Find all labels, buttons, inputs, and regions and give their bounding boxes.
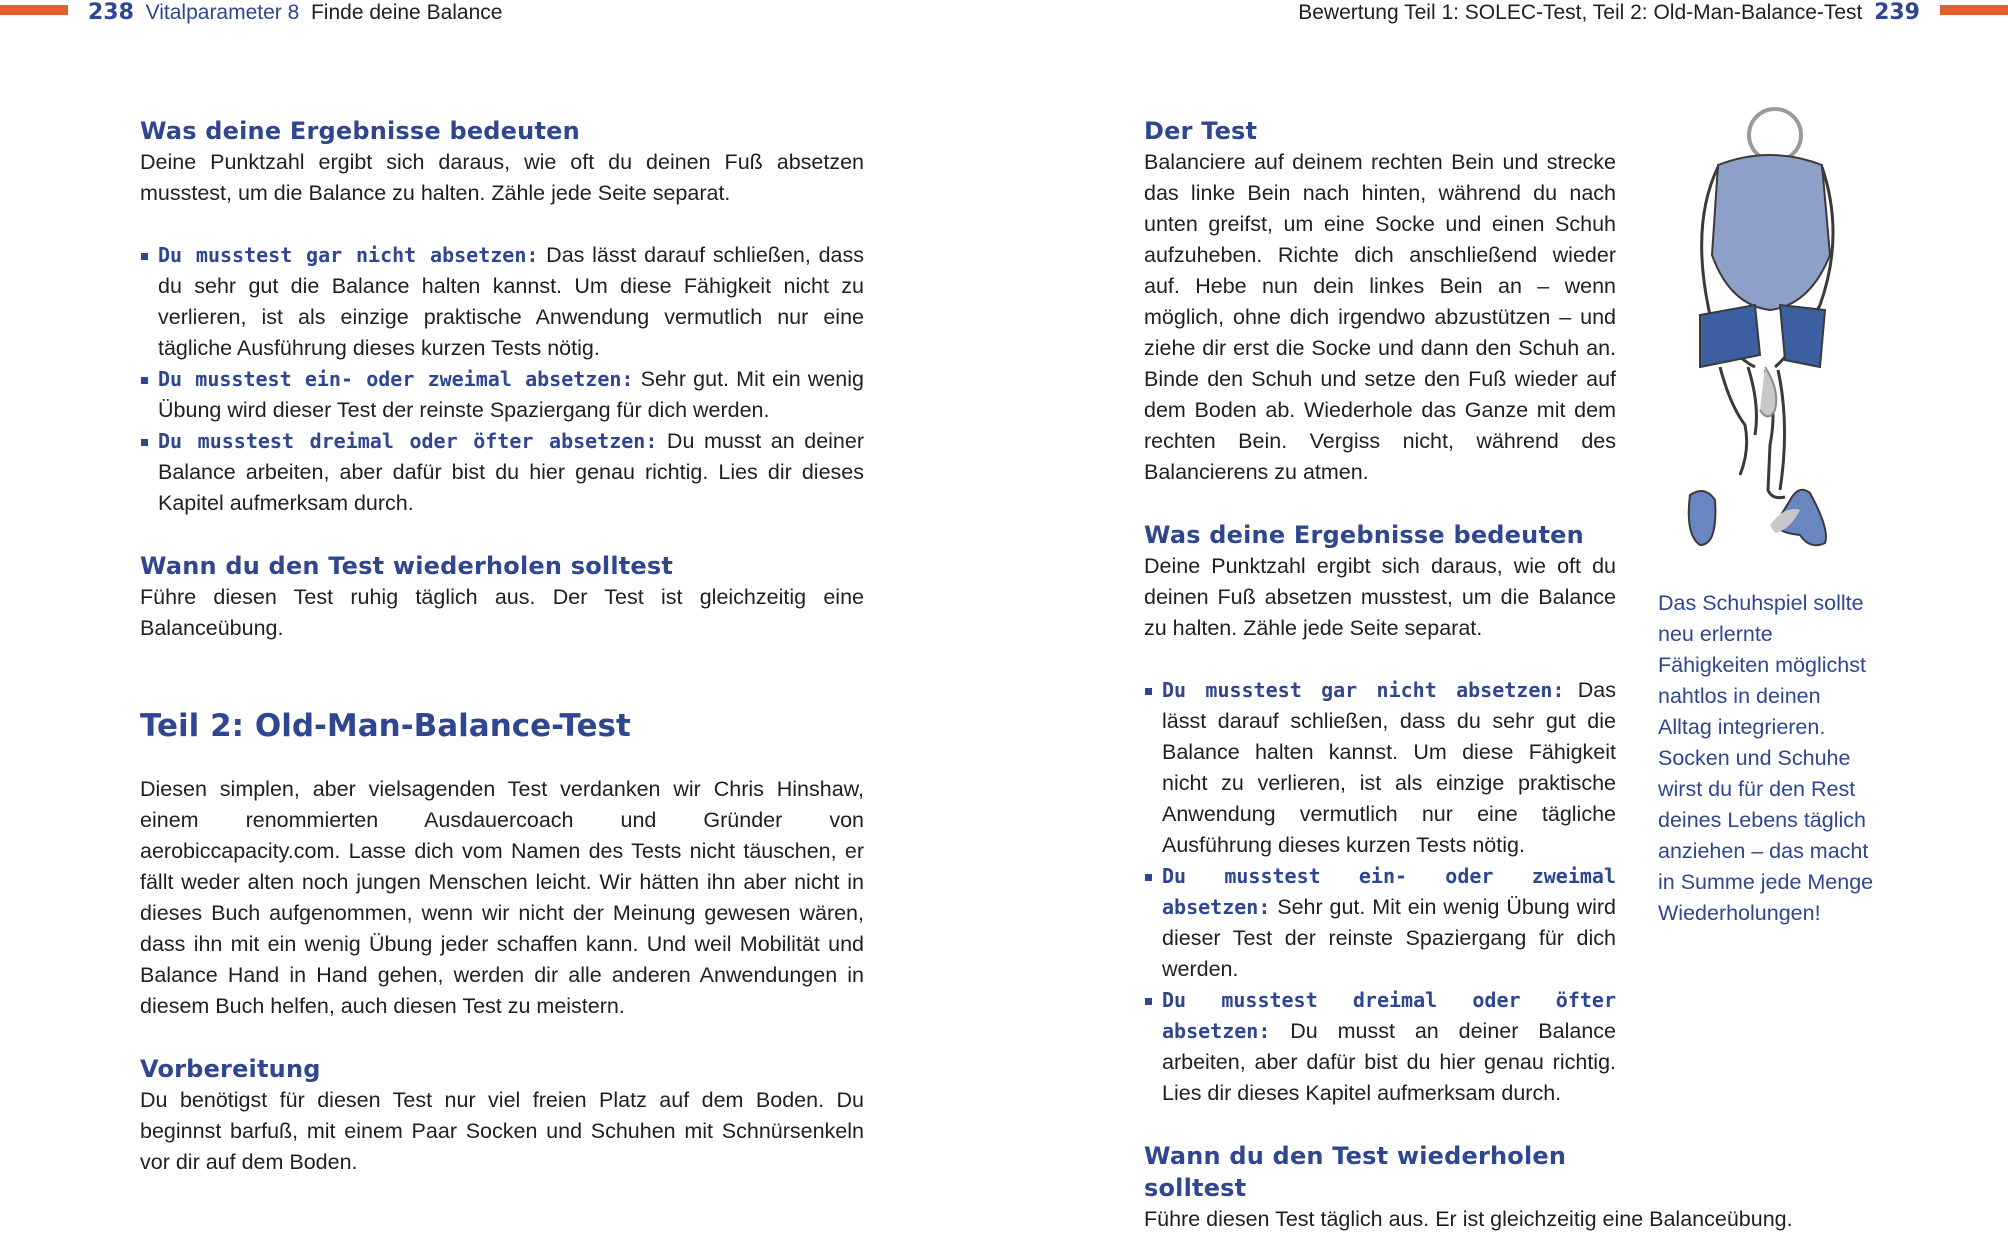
shoe-left-icon xyxy=(1689,491,1716,545)
repeat-text-right: Führe diesen Test täglich aus. Er ist gleichzeitig eine Balanceübung. xyxy=(1144,1207,1793,1231)
repeat-heading-left: Wann du den Test wiederholen solltest xyxy=(140,552,674,580)
orange-accent-bar-left xyxy=(0,5,68,15)
part2-heading: Teil 2: Old-Man-Balance-Test xyxy=(140,708,631,744)
list-item xyxy=(140,240,864,364)
list-item-lead: Du musstest dreimal oder öfter absetzen: xyxy=(1162,988,1616,1043)
figure-sock xyxy=(1760,367,1776,417)
balance-figure-illustration xyxy=(1660,105,1870,565)
results-list-left xyxy=(140,240,864,519)
results-intro-right: Deine Punktzahl ergibt sich daraus, wie oft du deinen Fuß absetzen musstest, um die Balance zu halten. Zähle jede Seite separat. xyxy=(1144,554,1616,640)
page-number-left: 238 xyxy=(88,0,134,25)
test-heading: Der Test xyxy=(1144,117,1258,145)
left-page-column xyxy=(140,115,864,1178)
figure-shirt xyxy=(1712,155,1830,310)
repeat-text-left: Führe diesen Test ruhig täglich aus. Der Test ist gleichzeitig eine Balanceübung. xyxy=(140,585,864,640)
part2-text: Diesen simplen, aber vielsagenden Test verdanken wir Chris Hinshaw, einem renommierten Ausdauercoach und Gründer von aerobiccapacity.com. Lasse dich vom Namen des Tests nicht täuschen, er fällt weder alten noch jungen Menschen leicht. Wir hätten ihn aber nicht in dieses Buch aufgenommen, wenn wir nicht der Meinung gewesen wären, dass ihn mit ein wenig Übung jeder schaffen kann. Und weil Mobilität und Balance Hand in Hand gehen, werden dir alle anderen Anwendungen in diesem Buch helfen, auch diesen Test zu meistern. xyxy=(140,777,864,1018)
list-item xyxy=(1144,985,1616,1109)
list-item-text: Das lässt darauf schließen, dass du sehr gut die Balance halten kannst. Um diese Fähigkeit nicht zu verlieren, ist als einzige praktische Anwendung vermutlich nur eine tägliche Ausführung dieses kurzen Tests nötig. xyxy=(158,243,864,360)
list-item-text: Sehr gut. Mit ein wenig Übung wird dieser Test der reinste Spaziergang für dich werden. xyxy=(1162,895,1616,981)
prep-text: Du benötigst für diesen Test nur viel freien Platz auf dem Boden. Du beginnst barfuß, mit einem Paar Socken und Schuhen mit Schnürsenkeln vor dir auf dem Boden. xyxy=(140,1088,864,1174)
list-item xyxy=(140,364,864,426)
figure-shorts-left xyxy=(1700,305,1760,367)
prep-heading: Vorbereitung xyxy=(140,1055,321,1083)
results-heading-left: Was deine Ergebnisse bedeuten xyxy=(140,117,580,145)
figure-shorts-right xyxy=(1780,305,1825,367)
list-item-lead: Du musstest ein- oder zweimal absetzen: xyxy=(158,367,634,391)
figure-left-leg xyxy=(1720,367,1756,475)
list-item xyxy=(1144,861,1616,985)
figure-head xyxy=(1749,109,1801,161)
list-item-lead: Du musstest gar nicht absetzen: xyxy=(1162,678,1565,702)
results-heading-right: Was deine Ergebnisse bedeuten xyxy=(1144,521,1584,549)
results-list-right xyxy=(1144,675,1616,1109)
list-item-text: Du musst an deiner Balance arbeiten, aber dafür bist du hier genau richtig. Lies dir dieses Kapitel aufmerksam durch. xyxy=(158,429,865,515)
list-item-lead: Du musstest gar nicht absetzen: xyxy=(158,243,539,267)
list-item-text: Das lässt darauf schließen, dass du sehr gut die Balance halten kannst. Um diese Fähigkeit nicht zu verlieren, ist als einzige praktische Anwendung vermutlich nur eine tägliche Ausführung dieses kurzen Tests nötig. xyxy=(1162,678,1616,857)
page-number-right: 239 xyxy=(1874,0,1920,25)
running-header-left xyxy=(88,0,502,25)
repeat-heading-right: Wann du den Test wiederholen solltest xyxy=(1144,1142,1567,1202)
section-label: Vitalparameter 8 xyxy=(145,1,300,24)
chapter-title: Finde deine Balance xyxy=(310,1,503,24)
orange-accent-bar-right xyxy=(1940,5,2008,15)
list-item xyxy=(140,426,864,519)
running-header-right xyxy=(1298,0,1920,25)
list-item-lead: Du musstest dreimal oder öfter absetzen: xyxy=(158,429,658,453)
results-intro-left: Deine Punktzahl ergibt sich daraus, wie oft du deinen Fuß absetzen musstest, um die Balance zu halten. Zähle jede Seite separat. xyxy=(140,150,864,205)
list-item-lead: Du musstest ein- oder zweimal absetzen: xyxy=(1162,864,1616,919)
list-item-text: Sehr gut. Mit ein wenig Übung wird dieser Test der reinste Spaziergang für dich werden. xyxy=(158,367,864,422)
page-topic-title: Bewertung Teil 1: SOLEC-Test, Teil 2: Old-Man-Balance-Test xyxy=(1298,1,1863,24)
test-text: Balanciere auf deinem rechten Bein und strecke das linke Bein nach hinten, während du nach unten greifst, um eine Socke und einen Schuh aufzuheben. Richte dich anschließend wieder auf. Hebe nun dein linkes Bein an – wenn möglich, ohne dich irgendwo abzustützen – und ziehe dir erst die Socke und dann den Schuh an. Binde den Schuh und setze den Fuß wieder auf dem Boden ab. Wiederhole das Ganze mit dem rechten Bein. Vergiss nicht, während des Balancierens zu atmen. xyxy=(1144,150,1616,484)
figure-caption: Das Schuhspiel sollte neu erlernte Fähigkeiten möglichst nahtlos in deinen Alltag integrieren. Socken und Schuhe wirst du für den Rest deines Lebens täglich anziehen – das macht in Summe jede Menge Wiederholungen! xyxy=(1658,591,1874,925)
list-item xyxy=(1144,675,1616,861)
list-item-text: Du musst an deiner Balance arbeiten, aber dafür bist du hier genau richtig. Lies dir dieses Kapitel aufmerksam durch. xyxy=(1162,1019,1616,1105)
